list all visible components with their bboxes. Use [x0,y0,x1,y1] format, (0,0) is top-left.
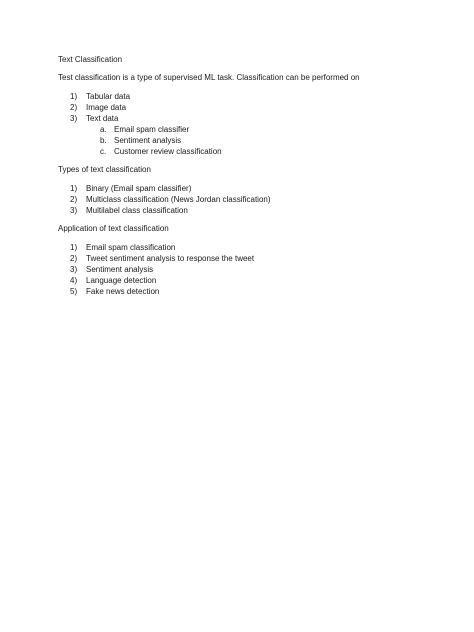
list-item [58,183,428,194]
list-item-text: Fake news detection [86,287,160,296]
list-item-text: Multiclass classification (News Jordan classification) [86,195,271,204]
sub-list-item [58,135,428,146]
sub-list-item-text: Customer review classification [114,147,222,156]
list-item-text: Text data [86,114,119,123]
types-list [58,183,428,216]
list-number: 3) [70,265,78,274]
sub-list-letter: a. [100,125,107,134]
applications-list [58,242,428,297]
list-number: 1) [70,184,78,193]
document-body [58,55,428,305]
sub-list-item [58,146,428,157]
list-item-text: Image data [86,103,127,112]
list-number: 5) [70,287,78,296]
list-item [58,286,428,297]
list-item [58,253,428,264]
list-number: 2) [70,254,78,263]
list-item-text: Email spam classification [86,243,176,252]
list-item-text: Tabular data [86,92,131,101]
list-number: 1) [70,92,78,101]
list-item-text: Tweet sentiment analysis to response the tweet [86,254,255,263]
applications-heading: Application of text classification [58,224,169,233]
list-item [58,264,428,275]
types-heading: Types of text classification [58,165,151,174]
document-title: Text Classification [58,55,123,64]
list-item-text: Multilabel class classification [86,206,188,215]
list-item [58,91,428,102]
intro-paragraph: Test classification is a type of supervised ML task. Classification can be performed on [58,73,360,82]
list-item [58,102,428,113]
list-item [58,113,428,124]
sub-list-letter: c. [100,147,107,156]
list-number: 3) [70,206,78,215]
list-number: 4) [70,276,78,285]
list-number: 3) [70,114,78,123]
list-item-text: Language detection [86,276,157,285]
list-item-text: Sentiment analysis [86,265,154,274]
list-item [58,275,428,286]
list-item-text: Binary (Email spam classifier) [86,184,192,193]
list-number: 2) [70,103,78,112]
list-item [58,205,428,216]
sub-list-item-text: Sentiment analysis [114,136,182,145]
sub-list-item [58,124,428,135]
list-number: 1) [70,243,78,252]
sub-list-letter: b. [100,136,107,145]
list-number: 2) [70,195,78,204]
list-item [58,194,428,205]
data-types-list [58,91,428,157]
sub-list-item-text: Email spam classifier [114,125,190,134]
list-item [58,242,428,253]
